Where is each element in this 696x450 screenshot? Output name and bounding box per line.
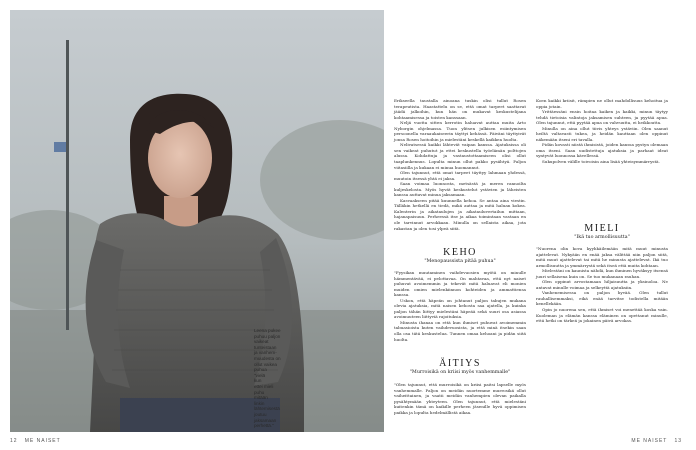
paragraph: Minulla on aina ollut tiivis yhteys ystäviin. Olen saanut heiltä valtavasti tukea, ja heidän kauttaan olen oppinut näkemään itseni eri tavalla. (536, 125, 668, 142)
paragraph: Neljä vuotta sitten kerrotin haluavat auttaa muita Arto Nyborgin ohjelmassa. Tuon ylitsen julkisen esiintymisen persoonella varaaukaiseerin täyttyi kehässä. Päiväni täyttyivät jonsa Rosen hoitoihin ja mielestäni keskellä kaikkea huolta. (394, 120, 526, 142)
paragraph: Sukupolven välille toivoisin aina lisää yhteisymmärrystä. (542, 159, 660, 165)
section-title: MIELI (584, 223, 620, 234)
paragraph: Olen tajunnut, että omat tarpeet täyttyy lahmaan yhdessä, muutoin itsessä yhtä ei jaksa. (394, 170, 526, 181)
keho-text (394, 270, 526, 342)
paragraph: "Fyysikan muutaminen vaihdevuosien myötä on minulle hämmentävää, ei pelottavaa. On mahtavaa, että nyt naiset puhuvat avoimemmin ja tekevät mitä haluavat eli monien muiden omien mielenkiinnon kohteiden ja ammattiensa kanssa. (394, 270, 526, 298)
paragraph: Nelivatsessä kaikki lähtevät vaipan kanssa. Ajatuksissa oli sen vaikeat puhutut ja ettei keskustella työelämän polttojen alussa. Kohdattuja ja vastaustottaamiseen olisi ollut taaplunkennus. Lopulta minun ollut pakko pysähtyä. Paljon viitasiilla ja kukaan ei minua huomannut. (394, 142, 526, 170)
footer-left (10, 438, 61, 444)
paragraph: "Nuorena olin kova kyyhkäilemään mitä muut minusta ajattelevat. Nykyään en enää jaksa välittää niin paljon siitä, mitä muut ajattelevat tai mitä he minusta ajattelevat. Ikä tuo armollisuutta ja ymmärrystä sekä itseä että muita kohtaan. (536, 246, 668, 268)
section-keho (394, 247, 526, 264)
section-mieli (536, 223, 668, 240)
section-title: KEHO (443, 247, 477, 258)
photo-caption: Leena pukee puhuu paljon vaikeat tunteistaan ja vanhem- muudesta on ollut vaikea puhua "vielä kun ettei mieli puhu mitään linkin lähtemisestä joutuu jaksamaan perhettä." (254, 328, 281, 429)
paragraph: Uskon, että häpeän on johtanut paljon tabujen mukana olevia ajatuksia, mitä naisen kehosta saa ajatella, ja kuinka paljon tähän liittyy mielestäni häpeää sekä suuri osa asiassa avoimuuteen liittyviä rajoituksia. (394, 297, 526, 320)
mieli-text (536, 246, 668, 324)
paragraph: Mielestäni on kaunista nähdä, kun ihminen hyväksyy itsensä juuri sellaisena kuin on. Se tuo mukanaan rauhan. (536, 268, 668, 279)
paragraph: Opin jo nuorena sen, että ihmiset voi menettää koska vain. Kuoleman ja elämän kanssa eläminen on opettanut minulle, että hetki on tärkeä ja jokainen päivä arvokas. (536, 307, 668, 324)
article-column-right (536, 98, 668, 165)
paragraph: Kasvaakseen pitää kuunnella kehoa. Se antaa aina viestin. Tälläkin hetkellä en tiedä, mikä auttaa ja mitä haluan kokea. Kalenterin ja aikataulujen ja aikatauluvertailun mittaan, hajanapaisuun. Perheessä itse ja aikaa toimintaan vastaan en ole tarvinnut arvokkaan. Minulla on sellaista aikaa, jota rakastan ja olen tosi ylpeä siitä. (394, 197, 526, 231)
paragraph: Pidän kovasti niistä ihmisistä, joiden kanssa pystyn olemaan oma itseni. Saan uudistettuja ajatuksia ja parhaat ideat syntyvät luonnossa kävellessä. (536, 142, 668, 159)
magazine-name: ME NAISET (24, 438, 61, 444)
paragraph: Yrittäessäni ensin hoitaa kaiken ja kaikki, minun täytyy tehdä tietoisia valintoja jaksamisen suhteen, ja pyytää apua. Olen tajunnut, että pyytää apua on vahvuutta, ei heikkoutta. (536, 109, 668, 126)
section-subtitle: "Murroisikä on kriisi myös vanhemmalle" (409, 370, 511, 375)
article-column-left (394, 98, 526, 231)
aitiys-text (394, 382, 526, 415)
paragraph: Olen oppinut arvostamaan hiljaisuutta ja yksinoloa. Ne antavat minulle voimaa ja selkeyttä ajatuksiin. (536, 279, 668, 290)
footer-right (631, 438, 682, 444)
section-aitiys (394, 358, 526, 375)
portrait-photo (10, 10, 384, 432)
section-subtitle: "Ikä tuo armollisuutta" (574, 235, 630, 240)
paragraph: Erikseella taustalla ainoana tuskin olisi tullut Rosen terapeutista. Haastattelu on se, että omat tarpeet saattavat jäädä jalkoihin, kun hän on mukavat keskustelijana kohtaamisessa ja toisten kanssaan. (394, 98, 526, 120)
section-subtitle: "Menopaussista pitää puhua" (424, 259, 496, 264)
paragraph: Vanhenemisessa on paljon hyvää. Olen tullut rauhallisemmaksi, eikä enää tarvitse todistella mitään kenellekään. (536, 290, 668, 307)
magazine-name: ME NAISET (631, 438, 668, 444)
paragraph: "Olen tajunnut, että murroisikä on kriisi paitsi lapselle myös vanhemmalle. Paljon on meidän nuortemme murrosikä ollut vaiheittainen, ja vaatii meidän vanhempien olevan paikalla pysähtymään yhteyteen. Olen tajunnut, että mielestäni kuitenkin tämä on kaikille perheen jäsenille hyvä oppimisen paikka ja lopulta hedelmällistä aikaa. (394, 382, 526, 415)
paragraph: Koen kaikki kriisit, rämpien ne ollut mahdollisuus kehoitua ja oppia jotain. (536, 98, 668, 109)
portrait-image (10, 10, 384, 432)
section-title: ÄITIYS (439, 358, 481, 369)
page-number: 13 (674, 438, 682, 444)
paragraph: Minusta ihanaa on että kun ihmiset puhuvat avoimemmin tabuasioista kuten vaihdevuosista, ja että minä itsekin saan olla osa tätä keskustelua. Tunnen omaa kehoani ja pidän siitä huolta. (394, 319, 526, 342)
paragraph: Saan voimaa luonnosta, metsästä ja meren rannoilta kuljeskelosta. Myös hyvät keskustelut ystävien ja läheisten kanssa auttavat minua jaksamaan. (394, 181, 526, 198)
page-number: 12 (10, 438, 18, 444)
